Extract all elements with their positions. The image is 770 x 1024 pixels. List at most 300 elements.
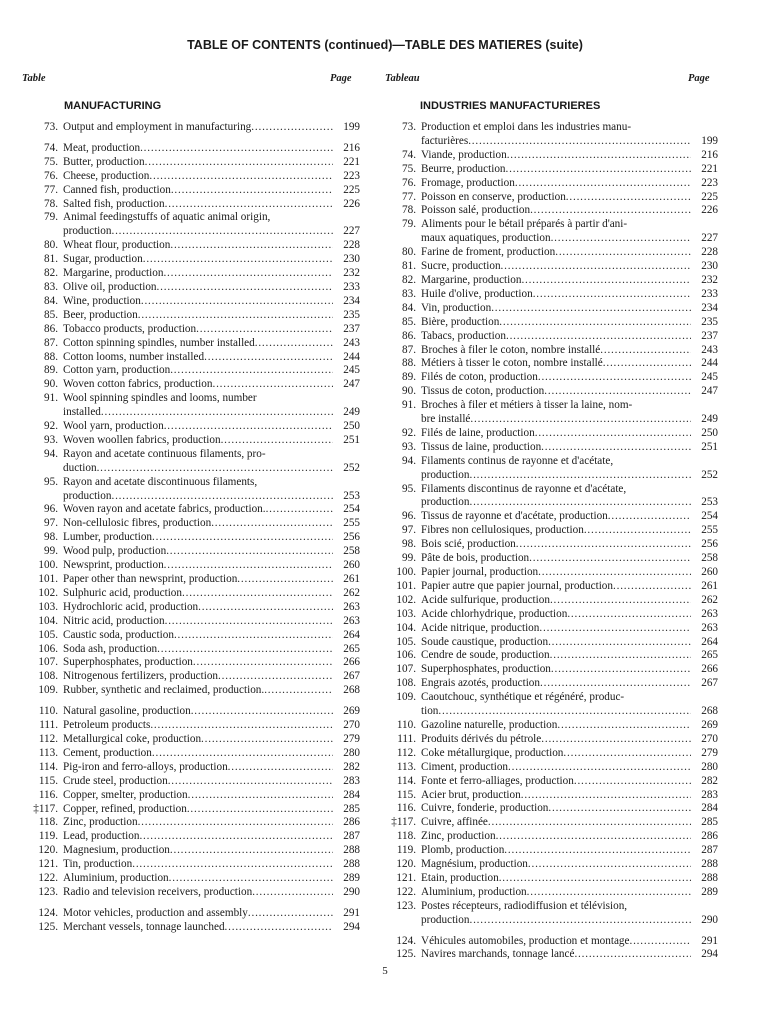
dot-leader	[529, 552, 691, 566]
table-number: 90.	[44, 378, 58, 391]
dot-leader	[145, 156, 333, 170]
toc-entry	[378, 455, 718, 483]
page-ref: 294	[701, 948, 718, 961]
dot-leader	[248, 907, 333, 921]
table-number: 107.	[396, 663, 416, 676]
table-number: 104.	[38, 614, 58, 627]
table-number: 114.	[38, 760, 58, 773]
page-ref: 265	[701, 649, 718, 662]
page-ref: 268	[701, 705, 718, 718]
table-number: 73.	[44, 121, 58, 133]
table-number: 93.	[44, 433, 58, 446]
dot-leader	[138, 816, 333, 830]
page-ref: 282	[701, 774, 718, 787]
page-ref: 247	[343, 378, 360, 391]
entry-title-line: Cendre de soude, production	[421, 649, 550, 662]
entry-title-line: Beer, production	[63, 308, 138, 321]
page-ref: 253	[343, 489, 360, 502]
page-ref: 235	[343, 308, 360, 321]
toc-entry	[20, 921, 360, 935]
dot-leader	[201, 733, 333, 747]
table-column-header-fr: Tableau	[385, 73, 420, 84]
entry-title-line: Petroleum products	[63, 719, 151, 732]
table-number: 80.	[402, 246, 416, 259]
page-ref: 237	[701, 329, 718, 342]
entry-title-line: Tin, production	[63, 858, 133, 871]
dot-leader	[171, 184, 333, 198]
entry-title-line: Aluminium, production	[63, 872, 169, 885]
page-ref: 226	[701, 204, 718, 217]
dot-leader	[550, 594, 691, 608]
toc-entry	[20, 643, 360, 657]
table-number: 112.	[38, 732, 58, 745]
dot-leader	[228, 761, 333, 775]
page-ref: 291	[701, 934, 718, 947]
toc-entry	[20, 420, 360, 434]
toc-entry	[378, 149, 718, 163]
dot-leader	[166, 545, 333, 559]
dot-leader	[150, 719, 333, 733]
table-number: 73.	[402, 121, 416, 133]
toc-entry	[378, 830, 718, 844]
page-ref: 260	[343, 559, 360, 572]
dot-leader	[212, 378, 333, 392]
entry-title-line: Filaments continus de rayonne et d'acétate,	[421, 454, 614, 467]
entry-title-line: Nitrogenous fertilizers, production	[63, 670, 219, 683]
dot-leader	[469, 469, 691, 483]
dot-leader	[504, 844, 691, 858]
dot-leader	[170, 239, 333, 253]
page-ref: 280	[343, 746, 360, 759]
table-number: 91.	[44, 392, 58, 405]
table-number: 109.	[396, 691, 416, 704]
page-ref: 228	[701, 246, 718, 259]
table-number: 115.	[38, 774, 58, 787]
page-ref: 230	[343, 253, 360, 266]
entry-title-line: Rayon and acetate discontinuous filaments,	[63, 475, 258, 488]
toc-entry	[20, 601, 360, 615]
table-number: 80.	[44, 239, 58, 252]
page-ref: 284	[343, 788, 360, 801]
entry-title-line: Woven woollen fabrics, production	[63, 433, 221, 446]
page-ref: 233	[343, 280, 360, 293]
toc-entry	[378, 204, 718, 218]
entry-title-line: Cuivre, fonderie, production	[421, 802, 549, 815]
page-ref: 228	[343, 239, 360, 252]
toc-entry	[378, 483, 718, 511]
page-ref: 221	[343, 155, 360, 168]
toc-entry	[378, 747, 718, 761]
toc-entry	[20, 907, 360, 921]
toc-entry	[378, 524, 718, 538]
table-number: 75.	[402, 162, 416, 175]
dot-leader	[551, 232, 691, 246]
toc-entry	[378, 858, 718, 872]
page-ref: 270	[343, 719, 360, 732]
entry-title-line: installed	[63, 406, 101, 419]
toc-entry	[378, 580, 718, 594]
toc-entry	[20, 184, 360, 198]
dot-leader	[252, 886, 333, 900]
toc-entry	[20, 844, 360, 858]
entry-title-line: Sugar, production	[63, 253, 143, 266]
dot-leader	[501, 260, 691, 274]
dot-leader	[188, 789, 333, 803]
dot-leader	[521, 274, 691, 288]
entry-title-line: Pâte de bois, production	[421, 552, 530, 565]
entry-title-line: Caoutchouc, synthétique et régénéré, produc-	[421, 691, 625, 704]
entry-title-line: Tobacco products, production	[63, 322, 197, 335]
entry-title-line: Véhicules automobiles, production et montage	[421, 934, 630, 947]
dot-leader	[530, 204, 691, 218]
table-number: 86.	[402, 329, 416, 342]
table-number: 99.	[402, 552, 416, 565]
dot-leader	[266, 503, 333, 517]
table-number: 120.	[396, 858, 416, 871]
page-column-header-fr: Page	[688, 73, 710, 84]
entry-title-line: Caustic soda, production	[63, 628, 174, 641]
page-ref: 289	[701, 885, 718, 898]
toc-entry	[378, 191, 718, 205]
toc-entry	[20, 615, 360, 629]
page-ref: 223	[701, 176, 718, 189]
entry-title-line: Papier autre que papier journal, production	[421, 579, 613, 592]
page-ref: 249	[343, 406, 360, 419]
table-number: 92.	[402, 426, 416, 439]
dot-leader	[550, 649, 691, 663]
dot-leader	[170, 364, 333, 378]
page-ref: 230	[701, 260, 718, 273]
table-number: ‡117.	[33, 802, 58, 815]
entry-title-line: production	[63, 489, 112, 502]
page-ref: 268	[343, 684, 360, 697]
table-number: 82.	[44, 267, 58, 280]
table-number: 119.	[38, 830, 58, 843]
entry-title-line: Woven cotton fabrics, production	[63, 378, 213, 391]
toc-entry	[20, 830, 360, 844]
dot-leader	[132, 858, 333, 872]
dot-leader	[165, 198, 333, 212]
page-ref: 284	[701, 802, 718, 815]
page-ref: 233	[701, 287, 718, 300]
table-number: 90.	[402, 385, 416, 398]
toc-entry	[20, 476, 360, 504]
entry-title-line: Ciment, production	[421, 760, 509, 773]
toc-entry	[20, 295, 360, 309]
entry-title-line: Etain, production	[421, 871, 499, 884]
dot-leader	[140, 142, 333, 156]
table-number: 83.	[402, 287, 416, 300]
toc-list-english	[20, 121, 360, 935]
dot-leader	[508, 761, 691, 775]
page-ref: 288	[701, 871, 718, 884]
toc-entry	[378, 802, 718, 816]
entry-title-line: maux aquatiques, production	[421, 232, 551, 245]
table-number: 105.	[38, 628, 58, 641]
toc-entry	[20, 309, 360, 323]
dot-leader	[539, 622, 691, 636]
table-number: 82.	[402, 273, 416, 286]
entry-title-line: Filés de coton, production	[421, 371, 538, 384]
page-ref: 227	[343, 225, 360, 238]
entry-title-line: Broches à filer le coton, nombre installé	[421, 343, 601, 356]
page-ref: 270	[701, 732, 718, 745]
table-number: 75.	[44, 155, 58, 168]
table-number: 109.	[38, 684, 58, 697]
toc-entry	[378, 816, 718, 830]
entry-title-line: Animal feedingstuffs of aquatic animal origin,	[63, 211, 271, 224]
toc-entry	[20, 803, 360, 817]
entry-title-line: Lumber, production	[63, 531, 153, 544]
page-ref: 250	[701, 426, 718, 439]
entry-title-line: Gazoline naturelle, production	[421, 718, 558, 731]
table-number: 98.	[44, 531, 58, 544]
dot-leader	[157, 643, 333, 657]
entry-title-line: production	[421, 468, 470, 481]
entry-title-line: Engrais azotés, production	[421, 677, 540, 690]
dot-leader	[97, 462, 333, 476]
dot-leader	[629, 935, 691, 949]
toc-entry	[378, 274, 718, 288]
table-number: 105.	[396, 635, 416, 648]
page-ref: 263	[343, 600, 360, 613]
dot-leader	[164, 559, 333, 573]
entry-title-line: Margarine, production	[421, 273, 522, 286]
table-number: 87.	[402, 343, 416, 356]
dot-leader	[488, 816, 691, 830]
page-ref: 249	[701, 413, 718, 426]
entry-title-line: Coke métallurgique, production	[421, 746, 564, 759]
dot-leader	[541, 441, 691, 455]
table-number: 89.	[402, 371, 416, 384]
table-number: 87.	[44, 336, 58, 349]
toc-entry	[20, 434, 360, 448]
page-ref: 216	[343, 141, 360, 154]
entry-title-line: Hydrochloric acid, production	[63, 600, 199, 613]
toc-entry	[378, 302, 718, 316]
page-ref: 266	[343, 656, 360, 669]
page-ref: 245	[701, 371, 718, 384]
toc-entry	[378, 761, 718, 775]
entry-title-line: Wool yarn, production	[63, 420, 164, 433]
page-ref: 280	[701, 760, 718, 773]
page-ref: 279	[343, 732, 360, 745]
page-ref: 251	[343, 433, 360, 446]
dot-leader	[168, 775, 333, 789]
toc-entry	[378, 177, 718, 191]
entry-title-line: Rayon and acetate continuous filaments, pro-	[63, 447, 266, 460]
toc-entry	[378, 121, 718, 149]
entry-title-line: Acier brut, production	[421, 788, 521, 801]
table-number: 111.	[39, 719, 58, 732]
toc-entry	[378, 357, 718, 371]
page-ref: 263	[701, 621, 718, 634]
table-number: 79.	[44, 211, 58, 224]
dot-leader	[515, 177, 691, 191]
entry-title-line: Sulphuric acid, production	[63, 586, 182, 599]
page-ref: 232	[701, 273, 718, 286]
dot-leader	[584, 524, 691, 538]
toc-entry	[20, 872, 360, 886]
entry-title-line: duction	[63, 461, 97, 474]
entry-title-line: Broches à filer et métiers à tisser la laine, nom-	[421, 399, 633, 412]
entry-title-line: Filés de laine, production	[421, 426, 535, 439]
entry-title-line: Sucre, production	[421, 260, 501, 273]
toc-entry	[20, 142, 360, 156]
table-number: 114.	[396, 774, 416, 787]
page-ref: 256	[701, 538, 718, 551]
table-number: 110.	[38, 705, 58, 718]
dot-leader	[141, 295, 333, 309]
toc-entry	[378, 441, 718, 455]
entry-title-line: Tissus de coton, production	[421, 385, 545, 398]
dot-leader	[491, 302, 691, 316]
dot-leader	[555, 246, 691, 260]
table-number: 125.	[396, 948, 416, 961]
entry-title-line: Bois scié, production	[421, 538, 516, 551]
entry-title-line: Fonte et ferro-alliages, production	[421, 774, 574, 787]
table-number: 120.	[38, 844, 58, 857]
entry-title-line: Magnesium, production	[63, 844, 170, 857]
toc-entry	[20, 775, 360, 789]
entry-title-line: Aliments pour le bétail préparés à partir d'ani-	[421, 218, 628, 231]
toc-entry	[378, 886, 718, 900]
dot-leader	[225, 921, 333, 935]
toc-entry	[20, 323, 360, 337]
toc-entry	[20, 670, 360, 684]
toc-entry	[20, 253, 360, 267]
table-number: ‡117.	[391, 816, 416, 829]
entry-title-line: Huile d'olive, production	[421, 287, 533, 300]
toc-entry	[20, 351, 360, 365]
toc-entry	[378, 789, 718, 803]
page-ref: 286	[701, 830, 718, 843]
dot-leader	[574, 775, 691, 789]
dot-leader	[164, 420, 333, 434]
toc-entry	[378, 288, 718, 302]
page-ref: 237	[343, 322, 360, 335]
page-ref: 226	[343, 197, 360, 210]
page-ref: 282	[343, 760, 360, 773]
table-number: 122.	[38, 872, 58, 885]
toc-entry	[378, 636, 718, 650]
table-number: 81.	[44, 253, 58, 266]
toc-entry	[378, 691, 718, 719]
table-number: 85.	[402, 315, 416, 328]
entry-title-line: Wool spinning spindles and looms, number	[63, 392, 257, 405]
page-ref: 287	[701, 844, 718, 857]
page-ref: 221	[701, 162, 718, 175]
page-ref: 285	[701, 816, 718, 829]
toc-entry	[20, 858, 360, 872]
toc-entry	[20, 789, 360, 803]
dot-leader	[566, 191, 691, 205]
dot-leader	[521, 789, 691, 803]
page-ref: 235	[701, 315, 718, 328]
page-ref: 279	[701, 746, 718, 759]
table-number: 108.	[38, 670, 58, 683]
table-number: 91.	[402, 399, 416, 412]
dot-leader	[613, 580, 691, 594]
toc-entry	[378, 663, 718, 677]
page-ref: 199	[701, 134, 718, 147]
entry-title-line: production	[421, 496, 470, 509]
entry-title-line: Poisson en conserve, production	[421, 190, 566, 203]
dot-leader	[218, 670, 333, 684]
page-ref: 261	[343, 573, 360, 585]
dot-leader	[516, 538, 691, 552]
toc-list-french	[378, 121, 718, 962]
toc-entry	[378, 566, 718, 580]
dot-leader	[170, 844, 333, 858]
page-ref: 290	[343, 885, 360, 898]
dot-leader	[221, 434, 333, 448]
toc-entry	[378, 900, 718, 928]
toc-entry	[378, 260, 718, 274]
entry-title-line: Wheat flour, production	[63, 239, 171, 252]
table-number: 74.	[402, 148, 416, 161]
toc-entry	[20, 281, 360, 295]
dot-leader	[538, 566, 691, 580]
table-number: 95.	[402, 482, 416, 495]
toc-entry	[378, 649, 718, 663]
entry-title-line: Canned fish, production	[63, 183, 171, 196]
entry-title-line: Butter, production	[63, 155, 145, 168]
table-number: 112.	[396, 746, 416, 759]
table-number: 100.	[396, 566, 416, 578]
page-ref: 283	[701, 788, 718, 801]
table-number: 102.	[38, 586, 58, 599]
entry-title-line: Acide sulfurique, production	[421, 593, 550, 606]
entry-title-line: Farine de froment, production	[421, 246, 556, 259]
table-number: 88.	[44, 350, 58, 363]
table-number: 94.	[44, 447, 58, 460]
table-number: 81.	[402, 260, 416, 273]
toc-entry	[378, 330, 718, 344]
entry-title-line: Acide nitrique, production	[421, 621, 540, 634]
dot-leader	[496, 830, 691, 844]
table-number: 85.	[44, 308, 58, 321]
dot-leader	[204, 351, 333, 365]
dot-leader	[557, 719, 691, 733]
page-ref: 267	[343, 670, 360, 683]
toc-entry	[20, 503, 360, 517]
table-number: 111.	[397, 732, 416, 745]
toc-entry	[378, 872, 718, 886]
toc-entry	[378, 552, 718, 566]
toc-entry	[20, 587, 360, 601]
toc-entry	[378, 163, 718, 177]
toc-entry	[20, 239, 360, 253]
dot-leader	[603, 357, 691, 371]
table-number: 94.	[402, 454, 416, 467]
toc-entry	[378, 399, 718, 427]
toc-entry	[378, 316, 718, 330]
dot-leader	[506, 330, 691, 344]
entry-title-line: Tissus de laine, production	[421, 440, 542, 453]
toc-entry	[20, 198, 360, 212]
table-number: 84.	[402, 301, 416, 314]
toc-entry	[378, 538, 718, 552]
page-ref: 225	[701, 190, 718, 203]
table-number: 118.	[38, 816, 58, 829]
toc-entry	[20, 267, 360, 281]
entry-title-line: Superphosphates, production	[63, 656, 193, 669]
page-ref: 283	[343, 774, 360, 787]
dot-leader	[237, 573, 333, 587]
dot-leader	[143, 253, 333, 267]
dot-leader	[533, 288, 691, 302]
